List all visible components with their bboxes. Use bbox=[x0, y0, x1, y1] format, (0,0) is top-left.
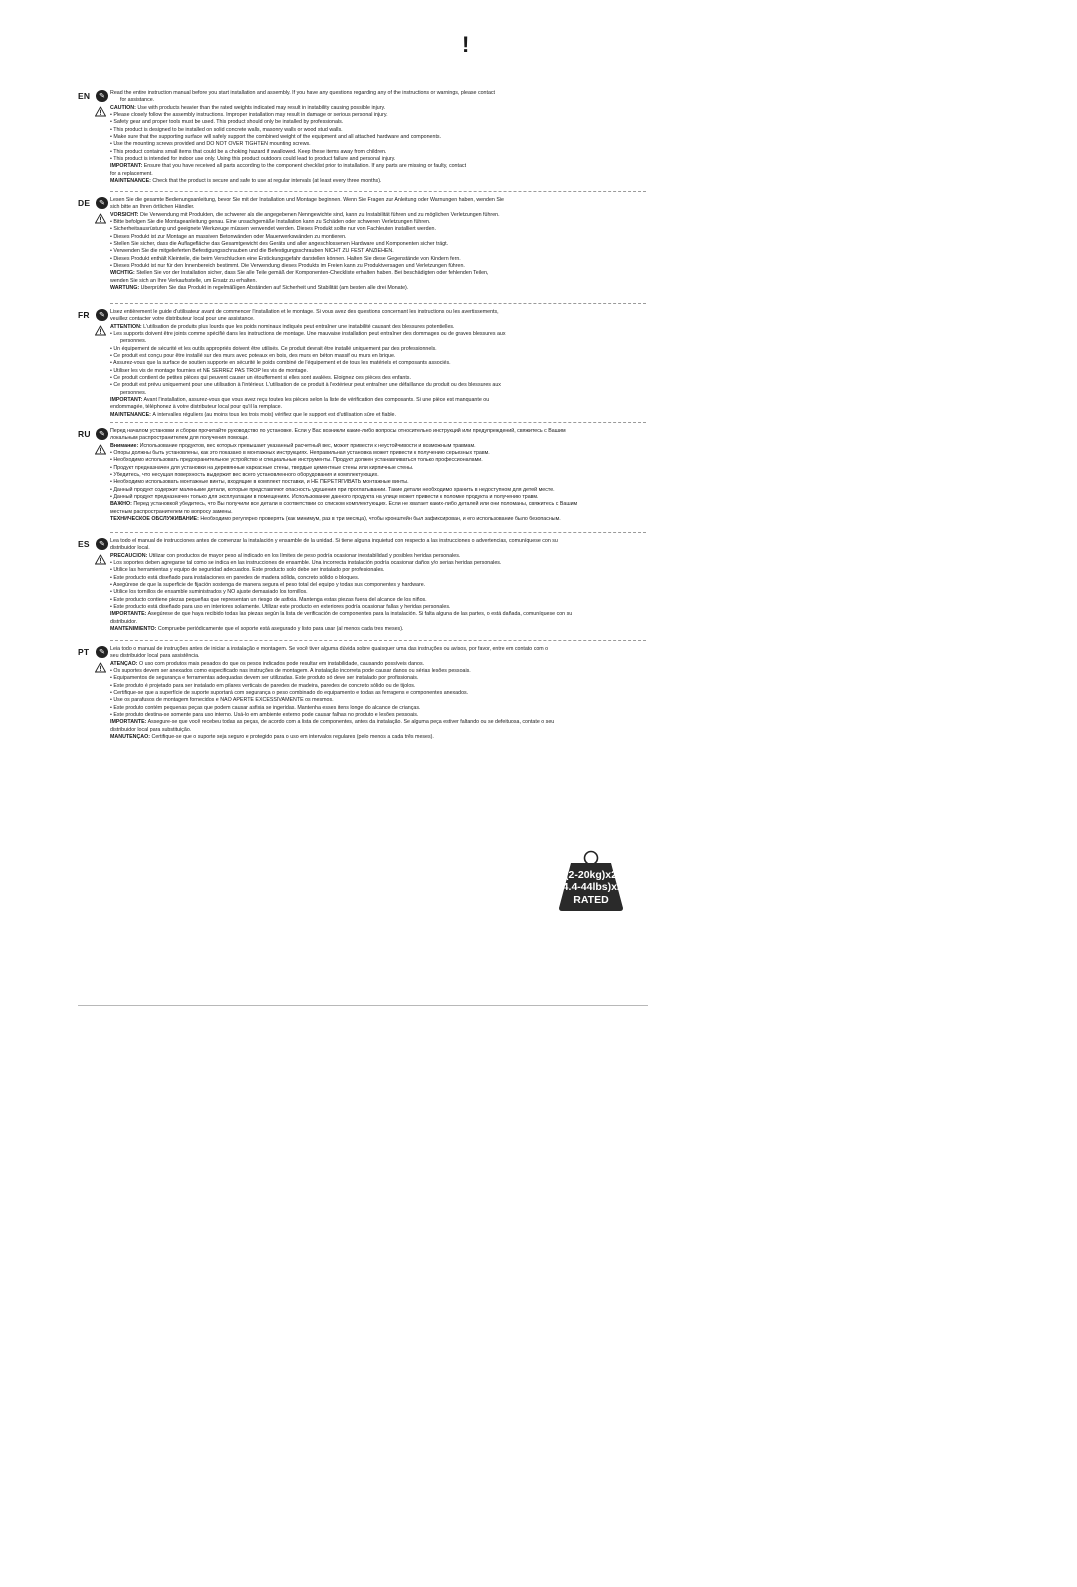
line-text: Read the entire instruction manual before you start installation and assembly. If you have any questions regarding any of the instructions or warnings, please contact bbox=[110, 90, 496, 96]
line-text: • Ce produit contient de petites pièces qui peuvent causer un étouffement si elles sont avalées. Éloignez ces pièces des enfants. bbox=[110, 375, 411, 382]
warning-triangle-icon bbox=[95, 213, 106, 224]
section-header bbox=[78, 428, 108, 440]
instruction-line bbox=[110, 450, 648, 457]
instruction-line bbox=[110, 134, 648, 141]
line-text: • Safety gear and proper tools must be used. This product should only be installed by professionals. bbox=[110, 119, 344, 126]
line-text: • Опоры должны быть установлены, как это показано в монтажных инструкциях. Неправильная установка может привести к получению серьезных травм. bbox=[110, 450, 490, 457]
read-manual-icon: ✎ bbox=[96, 428, 108, 440]
instruction-line bbox=[110, 457, 648, 464]
instruction-line bbox=[110, 285, 648, 292]
instruction-line bbox=[110, 241, 648, 248]
instruction-line bbox=[110, 668, 648, 675]
line-label: IMPORTANTE: bbox=[110, 719, 147, 726]
line-text: • Este producto está diseñado para instalaciones en paredes de madera sólida, concreto sólido o bloques. bbox=[110, 574, 360, 581]
instruction-line bbox=[110, 256, 648, 263]
line-text: Use with products heavier than the rated weights indicated may result in instability causing possible injury. bbox=[135, 104, 386, 111]
line-text: • Equipamentos de segurança e ferramentas adequadas devem ser utilizadas. Este produto só deve ser instalado por profissionais. bbox=[110, 675, 419, 682]
line-label: MAINTENANCE: bbox=[110, 178, 151, 185]
instruction-line bbox=[110, 375, 648, 382]
line-text: endommagée, téléphonez à votre distributeur local pour qu'il la remplace. bbox=[110, 404, 283, 411]
line-text: • Un équipement de sécurité et les outils appropriés doivent être utilisés. Ce produit devrait être installé uniquement par des professionnels. bbox=[110, 345, 437, 352]
language-code: EN bbox=[78, 91, 91, 101]
line-text: • Sicherheitsausrüstung und geeignete Werkzeuge müssen verwendet werden. Dieses Produkt sollte nur von Fachleuten installiert werden. bbox=[110, 226, 436, 233]
instruction-line bbox=[110, 697, 648, 704]
warning-triangle-icon bbox=[95, 662, 106, 673]
instruction-line bbox=[110, 712, 648, 719]
instruction-line bbox=[110, 734, 648, 741]
line-label: IMPORTANTE: bbox=[110, 611, 147, 618]
language-code: RU bbox=[78, 429, 91, 439]
line-text: Необходимо регулярно проверять (как минимум, раз в три месяца), чтобы кронштейн был зафиксирован, и его использование было безопасным. bbox=[198, 516, 561, 523]
instruction-line bbox=[110, 331, 648, 338]
language-code: FR bbox=[78, 310, 90, 320]
instruction-line bbox=[110, 494, 648, 501]
section-separator bbox=[110, 532, 646, 533]
instruction-line bbox=[110, 567, 648, 574]
line-text: Überprüfen Sie das Produkt in regelmäßigen Abständen auf Sicherheit und Stabilität (am besten alle drei Monate). bbox=[139, 285, 409, 292]
instruction-line bbox=[110, 234, 648, 241]
line-text: • Os suportes devem ser anexados como especificado nas instruções de montagem. A instalação incorreta pode causar danos ou sérias lesões pessoais. bbox=[110, 668, 471, 675]
section-separator bbox=[110, 640, 646, 641]
instruction-line bbox=[110, 309, 648, 316]
line-text: • Asegúrese de que la superficie de fijación sostenga de manera segura el peso total del equipo y todas sus componentes y hardware. bbox=[110, 582, 426, 589]
instruction-line bbox=[110, 465, 648, 472]
line-text: for a replacement. bbox=[110, 170, 153, 177]
instruction-line bbox=[110, 589, 648, 596]
line-text: • Продукт предназначен для установки на деревянные каркасные стены, твердые цементные стены или кирпичные стены. bbox=[110, 464, 414, 471]
line-text: • Assurez-vous que la surface de soutien supporte en sécurité le poids combiné de l'équipement et de tous les matériels et composants associés. bbox=[110, 360, 451, 367]
instruction-line bbox=[110, 368, 648, 375]
line-text: • Este producto contiene piezas pequeñas que representan un riesgo de asfixia. Mantenga estas piezas fuera del alcance de los niños. bbox=[110, 596, 427, 603]
line-text: Lisez entièrement le guide d'utilisateur avant de commencer l'installation et le montage. Si vous avez des questions concernant les instructions ou les avertissements, bbox=[110, 309, 499, 315]
section-header bbox=[78, 538, 108, 550]
section-text bbox=[110, 90, 648, 185]
instruction-line bbox=[110, 553, 648, 560]
instruction-line bbox=[110, 653, 648, 660]
instruction-line bbox=[110, 443, 648, 450]
section-separator bbox=[110, 191, 646, 192]
instruction-line bbox=[110, 105, 648, 112]
instruction-line bbox=[110, 141, 648, 148]
line-text: distribuidor local. bbox=[110, 545, 150, 552]
line-text: O uso com produtos mais pesados do que os pesos indicados pode resultar em instabilidade, causando possíveis danos. bbox=[137, 660, 425, 667]
instruction-line bbox=[110, 582, 648, 589]
line-text: sich bitte an Ihren örtlichen Händler. bbox=[110, 204, 195, 211]
instruction-line bbox=[110, 382, 648, 389]
instruction-line bbox=[110, 156, 648, 163]
instruction-line bbox=[110, 316, 648, 323]
instruction-line bbox=[110, 338, 648, 345]
section-text bbox=[110, 428, 648, 523]
line-text: • Este produto é projetado para ser instalado em pilares verticais de paredes de madeira, paredes de concreto sólido ou de tijolos. bbox=[110, 682, 416, 689]
instruction-line bbox=[110, 97, 648, 104]
line-text: • Este produto contém pequenas peças que podem causar asfixia se ingeridas. Mantenha esses itens longe do alcance de crianças. bbox=[110, 704, 421, 711]
weight-rating-badge bbox=[557, 850, 625, 912]
line-text: À intervalles réguliers (au moins tous les trois mois) vérifiez que le support est d'utilisation sûre et fiable. bbox=[150, 411, 396, 418]
instruction-line bbox=[110, 683, 648, 690]
section-text bbox=[110, 538, 648, 633]
line-text: Lesen Sie die gesamte Bedienungsanleitung, bevor Sie mit der Installation und Montage beginnen. Wenn Sie Fragen zur Anleitung oder Warnungen haben, wenden Sie bbox=[110, 197, 504, 203]
instruction-line bbox=[110, 727, 648, 734]
section-header bbox=[78, 197, 108, 209]
instruction-line bbox=[110, 127, 648, 134]
line-text: • Stellen Sie sicher, dass die Auflagefläche das Gesamtgewicht des Geräts und aller angeschlossenen Hardware und Komponenten sicher trägt. bbox=[110, 241, 449, 248]
line-text: локальным распространителем для получения помощи. bbox=[110, 435, 249, 442]
line-text: • This product is intended for indoor use only. Using this product outdoors could lead to product failure and personal injury. bbox=[110, 156, 396, 163]
read-manual-icon: ✎ bbox=[96, 90, 108, 102]
line-text: • Убедитесь, что несущая поверхность выдержит вес всего установленного оборудования и комплектующих. bbox=[110, 472, 379, 479]
section-text bbox=[110, 197, 648, 292]
line-text: Ensure that you have received all parts according to the component checklist prior to installation. If any parts are missing or faulty, contact bbox=[142, 163, 467, 170]
instruction-line bbox=[110, 646, 648, 653]
instruction-line bbox=[110, 178, 648, 185]
badge-line-kg: (2-20kg)x2 bbox=[565, 869, 617, 881]
instruction-line bbox=[110, 560, 648, 567]
instruction-line bbox=[110, 212, 648, 219]
line-text: • Verwenden Sie die mitgelieferten Befestigungsschrauben und die Befestigungsschrauben NICHT ZU FEST ANZIEHEN. bbox=[110, 248, 394, 255]
instruction-line bbox=[110, 278, 648, 285]
line-text: Utilizar con productos de mayor peso al indicado en los límites de peso podría ocasionar inestabilidad y posibles heridas personales. bbox=[147, 552, 461, 559]
instruction-line bbox=[110, 435, 648, 442]
instruction-line bbox=[110, 690, 648, 697]
line-label: IMPORTANT: bbox=[110, 397, 143, 404]
line-label: WARTUNG: bbox=[110, 285, 140, 292]
instruction-line bbox=[110, 270, 648, 277]
line-text: personnes. bbox=[120, 389, 147, 396]
line-text: • Use the mounting screws provided and DO NOT OVER TIGHTEN mounting screws. bbox=[110, 141, 311, 148]
line-text: wenden Sie sich an Ihre Verkaufsstelle, um Ersatz zu erhalten. bbox=[110, 277, 257, 284]
warning-exclamation-mark: ! bbox=[462, 32, 470, 57]
language-code: PT bbox=[78, 647, 90, 657]
warning-triangle-icon bbox=[95, 444, 106, 455]
warning-triangle-icon bbox=[95, 106, 106, 117]
instruction-line bbox=[110, 619, 648, 626]
instruction-line bbox=[110, 397, 648, 404]
instruction-line bbox=[110, 404, 648, 411]
instruction-line bbox=[110, 538, 648, 545]
instruction-line bbox=[110, 487, 648, 494]
line-text: • Make sure that the supporting surface will safely support the combined weight of the equipment and all attached hardware and components. bbox=[110, 134, 442, 141]
line-text: • Dieses Produkt enthält Kleinteile, die beim Verschlucken eine Erstickungsgefahr darstellen können. Halten Sie diese Gegenstände von Kindern fern. bbox=[110, 255, 461, 262]
line-text: Использование продуктов, вес которых превышает указанный расчетный вес, может привести к неустойчивости и возможным травмам. bbox=[138, 442, 476, 449]
section-separator bbox=[110, 303, 646, 304]
line-text: for assistance. bbox=[120, 97, 155, 104]
line-text: Die Verwendung mit Produkten, die schwerer als die angegebenen Nenngewichte sind, kann zu Instabilität führen und zu möglichen Verletzungen führen. bbox=[138, 211, 500, 218]
line-text: • Необходимо использовать монтажные винты, входящие в комплект поставки, и НЕ ПЕРЕТЯГИВАТЬ монтажные винты. bbox=[110, 479, 409, 486]
line-text: • Utilice las herramientas y equipo de seguridad adecuados. Este producto solo debe ser instalado por profesionales. bbox=[110, 567, 385, 574]
instruction-line bbox=[110, 324, 648, 331]
instruction-line bbox=[110, 501, 648, 508]
line-label: MAINTENANCE: bbox=[110, 411, 151, 418]
section-text bbox=[110, 309, 648, 419]
line-text: • Este produto destina-se somente para uso interno. Usá-lo em ambiente externo pode causar falhas no produto e lesões pessoais. bbox=[110, 712, 419, 719]
language-code: DE bbox=[78, 198, 91, 208]
instruction-line bbox=[110, 479, 648, 486]
line-text: Перед установкой убедитесь, что Вы получили все детали в соответствии со списком комплектующих. Если не хватает каких-либо деталей или они поломаны, свяжитесь с Вашим bbox=[131, 501, 578, 508]
warning-triangle-icon bbox=[95, 554, 106, 565]
line-label: ВАЖНО: bbox=[110, 501, 132, 508]
line-text: • Use os parafusos de montagem fornecidos e NÃO APERTE EXCESSIVAMENTE os mesmos. bbox=[110, 697, 334, 704]
instruction-line bbox=[110, 197, 648, 204]
section-header bbox=[78, 90, 108, 102]
line-text: • Los soportes deben agregarse tal como se indica en las instrucciones de ensamble. Una incorrecta instalación podría ocasionar daños y/o serias heridas personales. bbox=[110, 560, 502, 567]
line-text: • This product contains small items that could be a choking hazard if swallowed. Keep these items away from children. bbox=[110, 148, 387, 155]
read-manual-icon: ✎ bbox=[96, 309, 108, 321]
line-text: • Utiliser les vis de montage fournies et NE SERREZ PAS TROP les vis de montage. bbox=[110, 367, 308, 374]
badge-line-rated: RATED bbox=[573, 894, 609, 906]
line-label: MANTENIMIENTO: bbox=[110, 626, 157, 633]
instruction-line bbox=[110, 428, 648, 435]
instruction-line bbox=[110, 171, 648, 178]
instruction-line bbox=[110, 219, 648, 226]
line-text: Leia todo o manual de instruções antes de iniciar a instalação e montagem. Se você tiver alguma dúvida sobre quaisquer uma das instruções ou avisos, por favor, entre em contato com o bbox=[110, 646, 549, 652]
instruction-line bbox=[110, 226, 648, 233]
line-text: Certifique-se que o suporte seja seguro e protegido para o uso em intervalos regulares (pelo menos a cada três meses). bbox=[150, 734, 434, 741]
line-label: ATENÇÃO: bbox=[110, 660, 138, 667]
line-label: WICHTIG: bbox=[110, 270, 135, 277]
instruction-line bbox=[110, 112, 648, 119]
instruction-line bbox=[110, 626, 648, 633]
instruction-line bbox=[110, 516, 648, 523]
instruction-line bbox=[110, 353, 648, 360]
line-text: seu distribuidor local para assistência. bbox=[110, 653, 200, 660]
line-text: • Este producto está diseñado para uso en interiores solamente. Utilizar este producto en exteriores podría ocasionar fallas y heridas personales. bbox=[110, 604, 451, 611]
hanger-ring-icon bbox=[585, 852, 598, 865]
line-text: • This product is designed to be installed on solid concrete walls, masonry walls or wood stud walls. bbox=[110, 126, 343, 133]
instruction-line bbox=[110, 163, 648, 170]
line-text: Compruebe periódicamente que el soporte está asegurado y listo para usar (al menos cada tres meses). bbox=[156, 626, 404, 633]
instruction-line bbox=[110, 360, 648, 367]
line-text: • Bitte befolgen Sie die Montageanleitung genau. Eine unsachgemäße Installation kann zu Schäden oder schweren Verletzungen führen. bbox=[110, 219, 431, 226]
line-text: Avant l'installation, assurez-vous que vous avez reçu toutes les pièces selon la liste de vérification des composants. Si une pièce est manquante ou bbox=[142, 397, 490, 404]
line-label: CAUTION: bbox=[110, 104, 136, 111]
line-text: • Les supports doivent être joints comme spécifié dans les instructions de montage. Une mauvaise installation peut entraîner des dommages ou de graves blessures aux bbox=[110, 331, 506, 338]
line-text: personnes. bbox=[120, 338, 147, 345]
line-text: • Данный продукт содержит маленькие детали, которые представляют опасность удушения при проглатывании. Такие детали необходимо хранить в недоступном для детей месте. bbox=[110, 486, 555, 493]
line-text: distribuidor local para substituição. bbox=[110, 726, 192, 733]
line-text: Asegúrese de que haya recibido todas las piezas según la lista de verificación de componentes para la instalación. Si falta alguna de las partes, o está dañada, comuníquese con su bbox=[146, 611, 573, 618]
instruction-line bbox=[110, 90, 648, 97]
instruction-line bbox=[110, 604, 648, 611]
read-manual-icon: ✎ bbox=[96, 538, 108, 550]
section-separator bbox=[110, 422, 646, 423]
line-label: Внимание: bbox=[110, 442, 139, 449]
line-text: • Необходимо использовать предохранительное устройство и специальные инструменты. Продукт должен устанавливаться только профессионалами. bbox=[110, 457, 483, 464]
line-text: • Ce produit est prévu uniquement pour une utilisation à l'intérieur. L'utilisation de ce produit à l'extérieur peut entraîner une défaillance du produit ou des blessures aux bbox=[110, 382, 501, 389]
line-text: Assegure-se que você recebeu todas as peças, de acordo com a lista de componentes, antes da instalação. Se alguma peça estiver faltando ou se defeituosa, contate o seu bbox=[146, 719, 555, 726]
line-label: ТЕХНИЧЕСКОЕ ОБСЛУЖИВАНИЕ: bbox=[110, 516, 199, 523]
footer-divider bbox=[78, 1005, 648, 1006]
instruction-line bbox=[110, 575, 648, 582]
instruction-line bbox=[110, 545, 648, 552]
line-text: • Dieses Produkt ist nur für den Innenbereich bestimmt. Die Verwendung dieses Produkts im Freien kann zu Produktversagen und Verletzungen führen. bbox=[110, 263, 465, 270]
instruction-line bbox=[110, 705, 648, 712]
line-text: • Utilice los tornillos de ensamble suministrados y NO ajuste demasiado los tornillos. bbox=[110, 589, 308, 596]
badge-line-lbs: (4.4-44lbs)x2 bbox=[559, 881, 623, 893]
line-text: • Dieses Produkt ist zur Montage an massiven Betonwänden oder Mauerwerkswänden zu montieren. bbox=[110, 233, 347, 240]
line-text: veuillez contacter votre distributeur local pour une assistance. bbox=[110, 316, 255, 323]
language-code: ES bbox=[78, 539, 90, 549]
line-text: • Данный продукт предназначен только для эксплуатации в помещениях. Использование данного продукта на улице может привести к поломке продукта и получению травм. bbox=[110, 494, 539, 501]
line-text: Перед началом установки и сборки прочитайте руководство по установке. Если у Вас возникли какие-либо вопросы относительно инструкций или предупреждений, свяжитесь с Вашим bbox=[110, 428, 566, 434]
instruction-line bbox=[110, 248, 648, 255]
line-text: • Please closely follow the assembly instructions. Improper installation may result in damage or serious personal injury. bbox=[110, 112, 388, 119]
line-text: Check that the product is secure and safe to use at regular intervals (at least every three months). bbox=[150, 178, 382, 185]
instruction-line bbox=[110, 412, 648, 419]
instruction-line bbox=[110, 119, 648, 126]
line-label: PRECAUCIÓN: bbox=[110, 552, 148, 559]
instruction-line bbox=[110, 149, 648, 156]
line-text: Lea todo el manual de instrucciones antes de comenzar la instalación y ensamble de la unidad. Si tiene alguna inquietud con respecto a las instrucciones o advertencias, comuníquese con su bbox=[110, 538, 558, 544]
read-manual-icon: ✎ bbox=[96, 646, 108, 658]
line-label: ATTENTION: bbox=[110, 323, 142, 330]
warning-triangle-icon bbox=[95, 325, 106, 336]
instruction-line bbox=[110, 509, 648, 516]
line-label: IMPORTANT: bbox=[110, 163, 143, 170]
instruction-line bbox=[110, 346, 648, 353]
read-manual-icon: ✎ bbox=[96, 197, 108, 209]
section-header bbox=[78, 309, 108, 321]
instruction-line bbox=[110, 611, 648, 618]
instruction-line bbox=[110, 661, 648, 668]
instruction-line bbox=[110, 263, 648, 270]
instruction-line bbox=[110, 390, 648, 397]
line-text: местным распространителем по вопросу замены. bbox=[110, 508, 233, 515]
instruction-line bbox=[110, 675, 648, 682]
line-label: MANUTENÇÃO: bbox=[110, 734, 151, 741]
instruction-line bbox=[110, 472, 648, 479]
line-text: • Ce produit est conçu pour être installé sur des murs avec poteaux en bois, des murs en béton massif ou murs en brique. bbox=[110, 353, 396, 360]
instruction-line bbox=[110, 204, 648, 211]
line-text: L'utilisation de produits plus lourds que les poids nominaux indiqués peut entraîner une instabilité causant des blessures potentielles. bbox=[141, 323, 455, 330]
line-text: distribuidor. bbox=[110, 618, 138, 625]
line-text: • Certifique-se que a superfície de suporte suportará com segurança o peso combinado do equipamento e todas as ferragens e componentes anexados. bbox=[110, 690, 469, 697]
section-header bbox=[78, 646, 108, 658]
instruction-line bbox=[110, 597, 648, 604]
line-text: Stellen Sie vor der Installation sicher, dass Sie alle Teile gemäß der Komponenten-Checkliste erhalten haben. Bei beschädigten oder fehlenden Teilen, bbox=[134, 270, 489, 277]
line-label: VORSICHT: bbox=[110, 211, 139, 218]
instruction-line bbox=[110, 719, 648, 726]
section-text bbox=[110, 646, 648, 741]
